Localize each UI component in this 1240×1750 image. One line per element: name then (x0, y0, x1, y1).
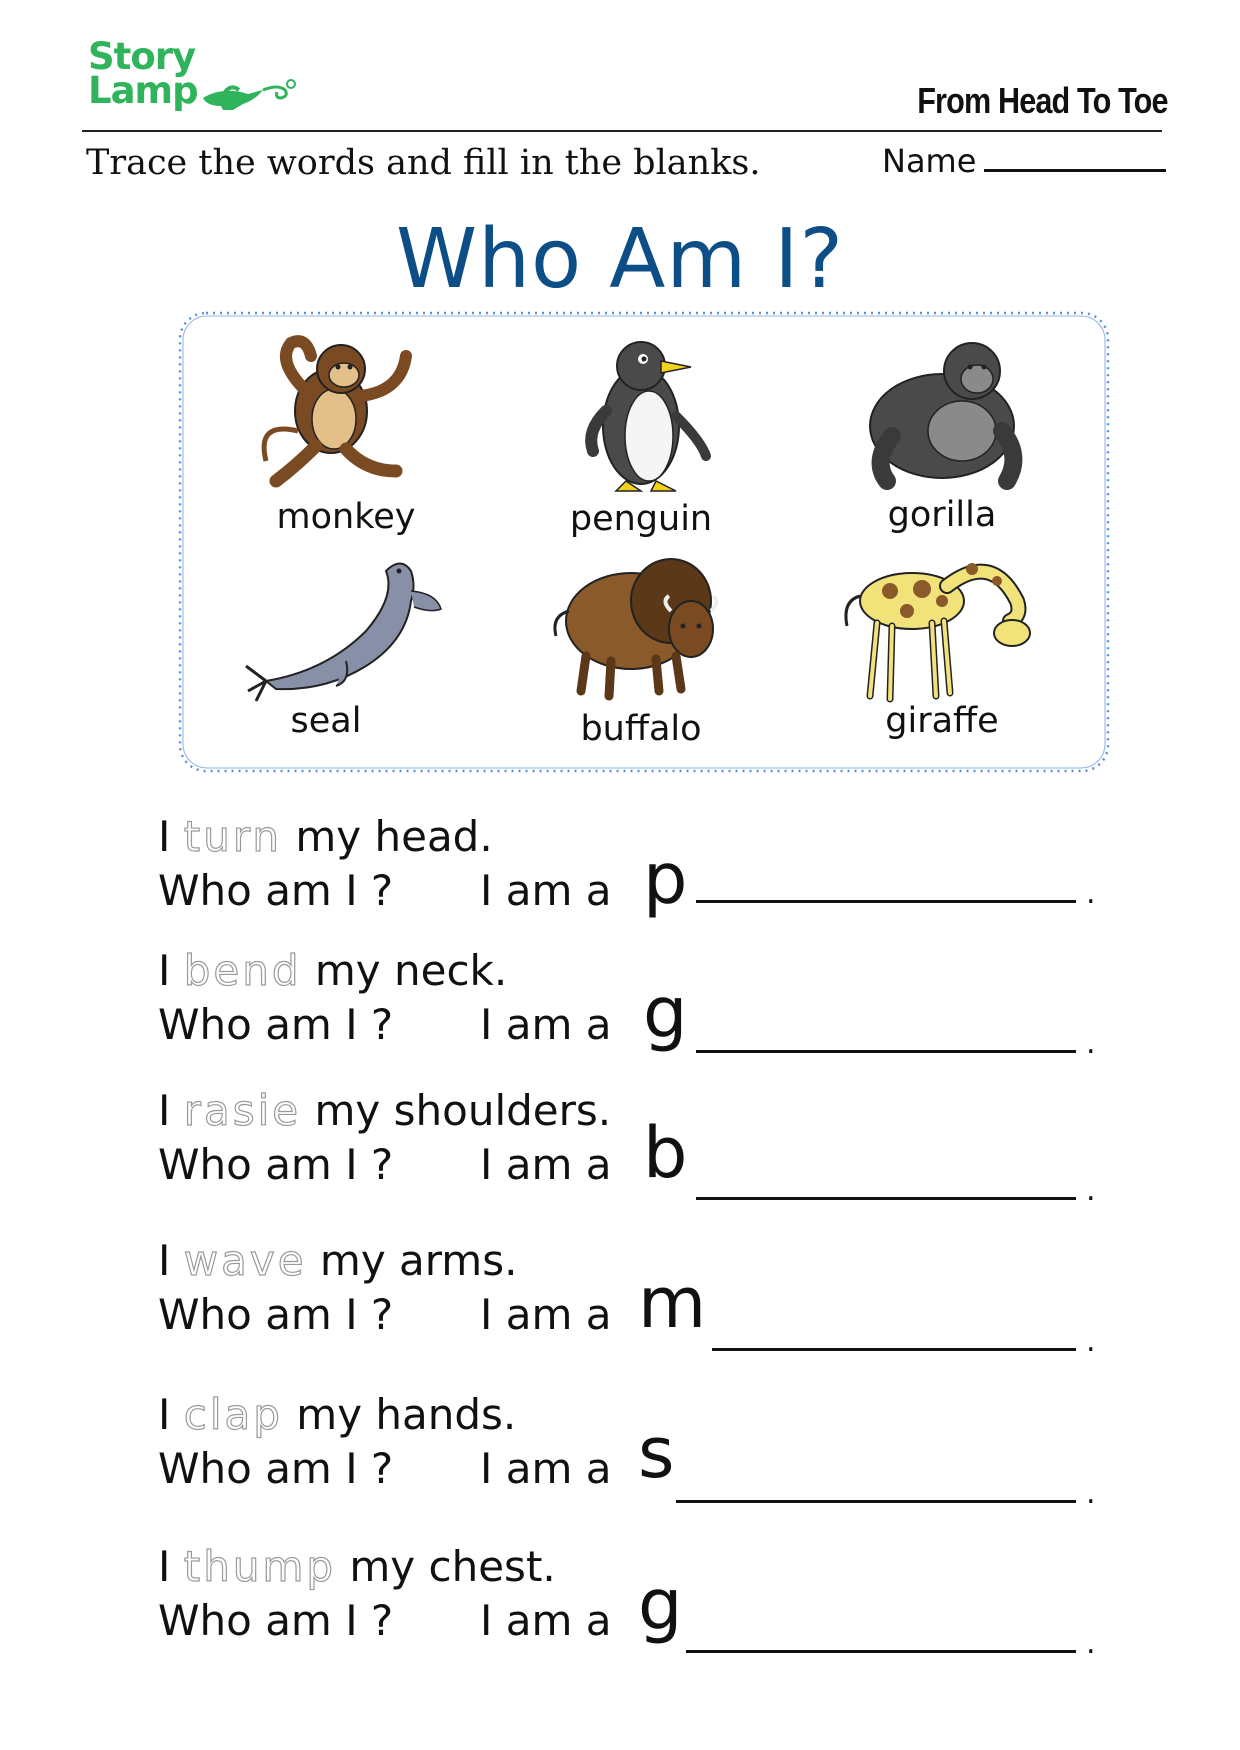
question-4: Who am I ? (158, 1290, 394, 1339)
sentence-4-suffix: my arms. (319, 1236, 518, 1285)
animal-card-giraffe (812, 541, 1072, 751)
answer-letter-1: p (643, 838, 688, 920)
sentence-1 (158, 812, 493, 861)
story-lamp-logo (88, 35, 298, 124)
animal-card-buffalo (511, 541, 771, 751)
sentence-2-prefix: I (158, 946, 171, 995)
trace-word-2[interactable]: bend (183, 946, 302, 995)
sentence-6-suffix: my chest. (349, 1542, 556, 1591)
sentence-2-suffix: my neck. (314, 946, 508, 995)
answer-stem-1: I am a (480, 866, 612, 915)
sentence-6 (158, 1542, 556, 1591)
animal-word-bank (176, 309, 1112, 775)
trace-word-5[interactable]: clap (183, 1390, 283, 1439)
trace-word-1[interactable]: turn (183, 812, 282, 861)
answer-blank-3[interactable] (696, 1197, 1076, 1200)
sentence-1-prefix: I (158, 812, 171, 861)
animal-card-monkey (216, 331, 476, 541)
question-1: Who am I ? (158, 866, 394, 915)
period-4: . (1086, 1324, 1096, 1359)
question-5: Who am I ? (158, 1444, 394, 1493)
period-1: . (1086, 876, 1096, 911)
sentence-5-prefix: I (158, 1390, 171, 1439)
animal-card-seal (216, 541, 476, 751)
period-2: . (1086, 1026, 1096, 1061)
answer-letter-3: b (643, 1112, 688, 1194)
question-2: Who am I ? (158, 1000, 394, 1049)
trace-word-3[interactable]: rasie (183, 1086, 302, 1135)
answer-stem-3: I am a (480, 1140, 612, 1189)
answer-stem-6: I am a (480, 1596, 612, 1645)
animal-label-gorilla: gorilla (887, 495, 997, 535)
answer-blank-5[interactable] (676, 1500, 1076, 1503)
sentence-3 (158, 1086, 611, 1135)
sentence-3-prefix: I (158, 1086, 171, 1135)
header-divider (82, 130, 1162, 132)
animal-card-gorilla (812, 331, 1072, 541)
answer-letter-5: s (638, 1412, 675, 1494)
trace-word-6[interactable]: thump (183, 1542, 337, 1591)
sentence-5 (158, 1390, 516, 1439)
animal-label-penguin: penguin (569, 499, 713, 539)
answer-stem-2: I am a (480, 1000, 612, 1049)
answer-stem-4: I am a (480, 1290, 612, 1339)
answer-blank-1[interactable] (696, 900, 1076, 903)
lamp-icon (193, 76, 298, 116)
answer-stem-5: I am a (480, 1444, 612, 1493)
period-5: . (1086, 1476, 1096, 1511)
gorilla-icon (832, 331, 1052, 501)
animal-label-giraffe: giraffe (885, 701, 999, 741)
name-field-line[interactable] (984, 169, 1166, 172)
buffalo-icon (531, 541, 751, 711)
question-3: Who am I ? (158, 1140, 394, 1189)
answer-blank-4[interactable] (712, 1348, 1076, 1351)
answer-letter-2: g (643, 972, 688, 1054)
animal-card-penguin (511, 331, 771, 541)
animal-label-buffalo: buffalo (580, 709, 702, 749)
worksheet-title: Who Am I? (395, 212, 845, 307)
name-label: Name (882, 142, 977, 180)
period-3: . (1086, 1173, 1096, 1208)
question-6: Who am I ? (158, 1596, 394, 1645)
answer-blank-2[interactable] (696, 1050, 1076, 1053)
answer-letter-6: g (638, 1564, 683, 1646)
sentence-5-suffix: my hands. (296, 1390, 517, 1439)
topic-title: From Head To Toe (917, 80, 1168, 121)
sentence-2 (158, 946, 507, 995)
monkey-icon (236, 331, 456, 501)
animal-label-seal: seal (290, 701, 362, 741)
answer-blank-6[interactable] (686, 1650, 1076, 1653)
sentence-4 (158, 1236, 517, 1285)
giraffe-icon (832, 541, 1052, 711)
sentence-6-prefix: I (158, 1542, 171, 1591)
sentence-1-suffix: my head. (295, 812, 493, 861)
trace-word-4[interactable]: wave (183, 1236, 307, 1285)
instructions: Trace the words and fill in the blanks. (86, 143, 761, 183)
penguin-icon (531, 331, 751, 501)
logo-line-2: Lamp (88, 69, 198, 112)
animal-label-monkey: monkey (276, 497, 416, 537)
sentence-3-suffix: my shoulders. (314, 1086, 612, 1135)
sentence-4-prefix: I (158, 1236, 171, 1285)
seal-icon (236, 541, 456, 711)
answer-letter-4: m (638, 1262, 707, 1344)
period-6: . (1086, 1626, 1096, 1661)
logo-line-1: Story (88, 35, 196, 78)
